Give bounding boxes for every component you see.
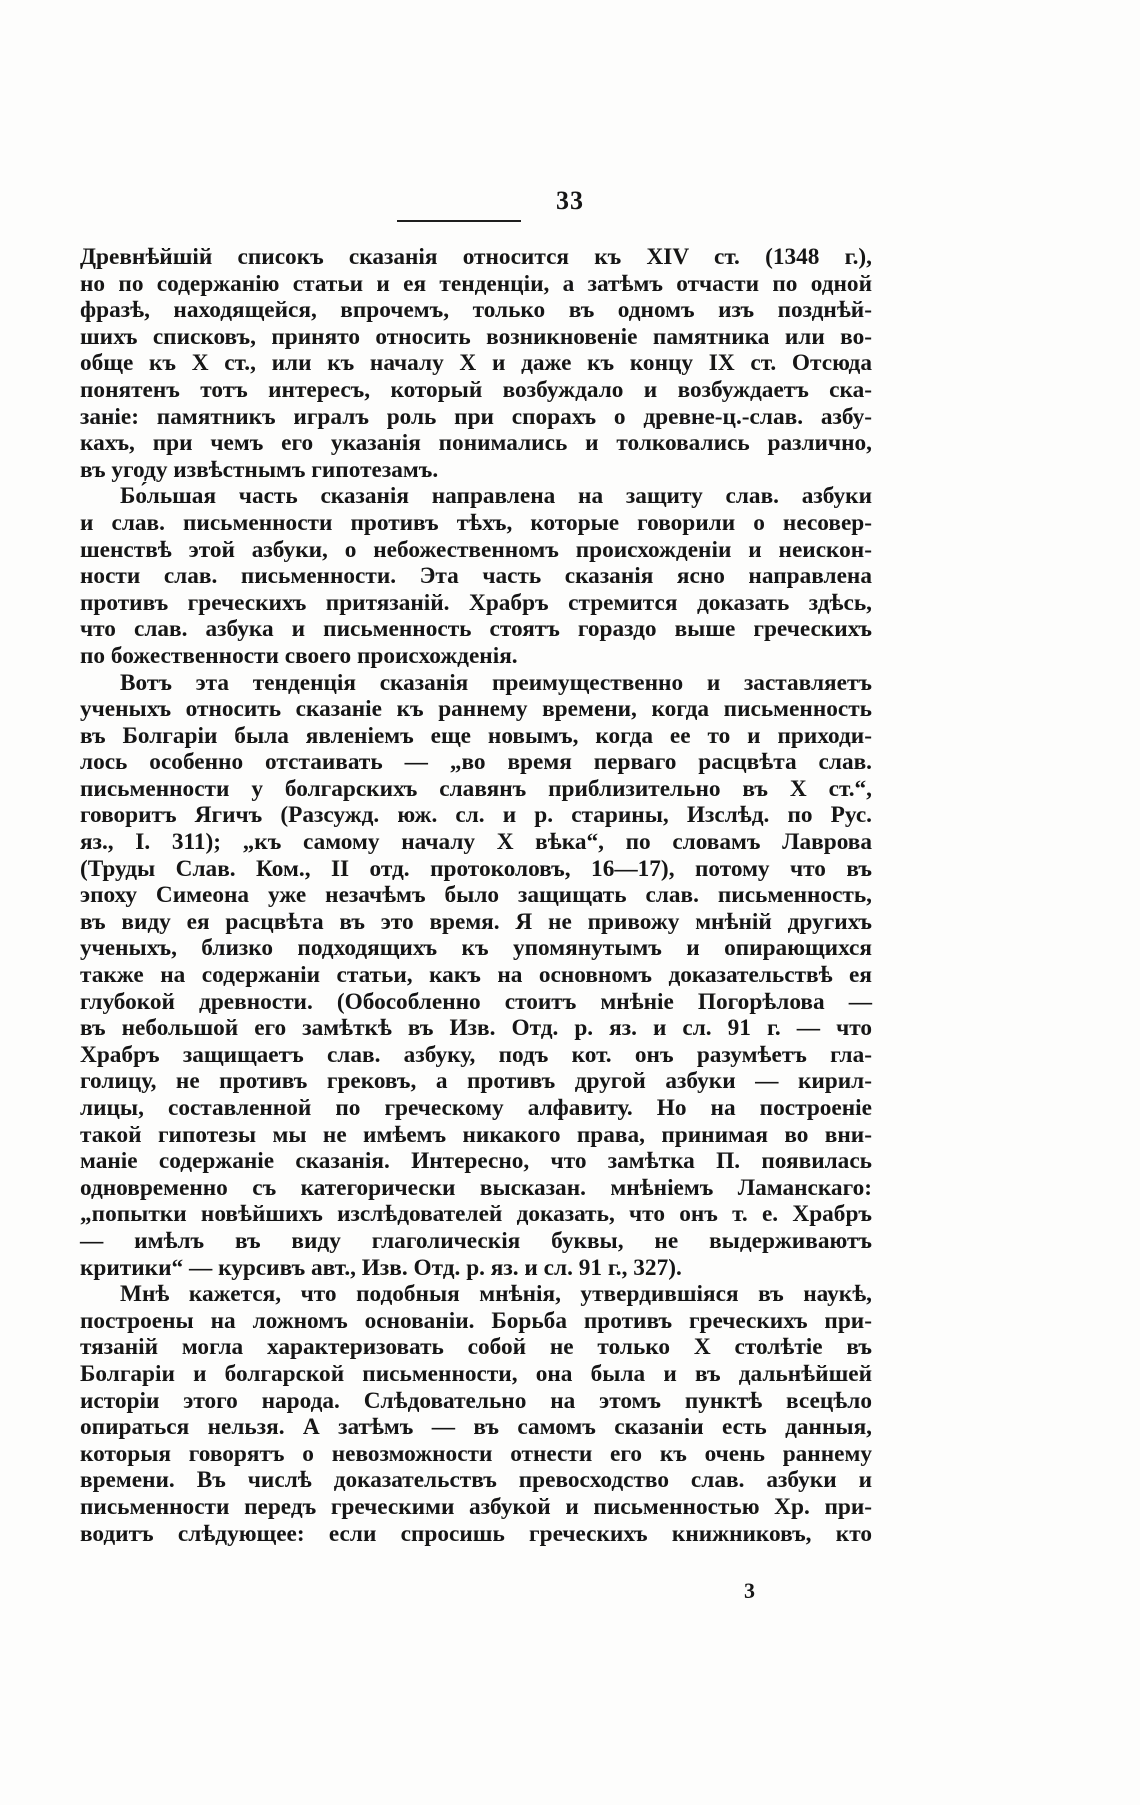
body-text: [80, 244, 872, 1547]
paragraph-4: [80, 1281, 872, 1547]
text-line: шихъ списковъ, принято относить возникновеніе памятника или во-: [80, 323, 872, 350]
text-line: „попытки новѣйшихъ изслѣдователей доказать, что онъ т. е. Храбръ: [80, 1201, 872, 1228]
text-line: яз., I. 311); „къ самому началу X вѣка“, по словамъ Лаврова: [80, 829, 872, 856]
text-line: эпоху Симеона уже незачѣмъ было защищать слав. письменность,: [80, 882, 872, 909]
text-line: построены на ложномъ основаніи. Борьба противъ греческихъ при-: [80, 1307, 872, 1334]
text-line: также на содержаніи статьи, какъ на основномъ доказательствѣ ея: [80, 962, 872, 989]
text-line: опираться нельзя. А затѣмъ — въ самомъ сказаніи есть данныя,: [80, 1414, 872, 1441]
text-line: Болгаріи и болгарской письменности, она была и въ дальнѣйшей: [80, 1360, 872, 1387]
text-line: фразѣ, находящейся, впрочемъ, только въ одномъ изъ позднѣй-: [80, 297, 872, 324]
text-line: исторіи этого народа. Слѣдовательно на этомъ пунктѣ всецѣло: [80, 1387, 872, 1414]
text-line: Храбръ защищаетъ слав. азбуку, подъ кот. онъ разумѣетъ гла-: [80, 1041, 872, 1068]
text-line: лицы, составленной по греческому алфавиту. Но на построеніе: [80, 1095, 872, 1121]
text-line: голицу, не противъ грековъ, а противъ другой азбуки — кирил-: [80, 1068, 872, 1095]
text-line: лось особенно отстаивать — „во время перваго расцвѣта слав.: [80, 749, 872, 776]
text-line: и слав. письменности противъ тѣхъ, которые говорили о несовер-: [80, 509, 872, 536]
text-line: шенствѣ этой азбуки, о небожественномъ происхожденіи и неискон-: [80, 536, 872, 563]
text-line: письменности передъ греческими азбукой и письменностью Хр. при-: [80, 1493, 872, 1520]
text-line: въ Болгаріи была явленіемъ еще новымъ, когда ее то и приходи-: [80, 722, 872, 749]
text-line: въ небольшой его замѣткѣ въ Изв. Отд. р. яз. и сл. 91 г. — что: [80, 1015, 872, 1042]
text-line: глубокой древности. (Обособленно стоитъ мнѣніе Погорѣлова —: [80, 988, 872, 1015]
text-line: обще къ X ст., или къ началу X и даже къ концу IX ст. Отсюда: [80, 350, 872, 377]
signature-mark: 3: [744, 1578, 755, 1603]
text-line: водитъ слѣдующее: если спросишь греческихъ книжниковъ, кто: [80, 1520, 872, 1547]
text-line: одновременно съ категорически высказан. мнѣніемъ Ламанскаго:: [80, 1174, 872, 1201]
text-line: понятенъ тотъ интересъ, который возбуждало и возбуждаетъ ска-: [80, 376, 872, 403]
text-line: Мнѣ кажется, что подобныя мнѣнія, утвердившіяся въ наукѣ,: [120, 1281, 872, 1308]
text-line: заніе: памятникъ игралъ роль при спорахъ о древне-ц.-слав. азбу-: [80, 403, 872, 430]
text-line: ученыхъ, близко подходящихъ къ упомянутымъ и опирающихся: [80, 935, 872, 962]
text-line: Вотъ эта тенденція сказанія преимущественно и заставляетъ: [120, 669, 872, 696]
text-line: противъ греческихъ притязаній. Храбръ стремится доказать здѣсь,: [80, 589, 872, 616]
text-line: критики“ — курсивъ авт., Изв. Отд. р. яз. и сл. 91 г., 327).: [80, 1254, 682, 1281]
text-line: маніе содержаніе сказанія. Интересно, что замѣтка П. появилась: [80, 1148, 872, 1175]
paragraph-3: [80, 670, 872, 1282]
header-rule: [397, 220, 521, 222]
text-line: кахъ, при чемъ его указанія понимались и толковались различно,: [80, 430, 872, 457]
text-line: Древнѣйшій списокъ сказанія относится къ XIV ст. (1348 г.),: [80, 244, 872, 270]
text-line: ности слав. письменности. Эта часть сказанія ясно направлена: [80, 563, 872, 590]
text-line: въ угоду извѣстнымъ гипотезамъ.: [80, 456, 439, 483]
text-line: такой гипотезы мы не имѣемъ никакого права, принимая во вни-: [80, 1121, 872, 1148]
paragraph-1: [80, 244, 872, 483]
text-line: письменности у болгарскихъ славянъ приблизительно въ X ст.“,: [80, 775, 872, 802]
page-number: 33: [556, 186, 584, 215]
text-line: но по содержанію статьи и ея тенденціи, а затѣмъ отчасти по одной: [80, 270, 872, 297]
text-line: которыя говорятъ о невозможности отнести его къ очень раннему: [80, 1440, 872, 1467]
text-line: въ виду ея расцвѣта въ это время. Я не привожу мнѣній другихъ: [80, 908, 872, 935]
paragraph-2: [80, 483, 872, 669]
text-line: — имѣлъ въ виду глаголическія буквы, не выдерживаютъ: [80, 1227, 872, 1254]
text-line: (Труды Слав. Ком., II отд. протоколовъ, 16—17), потому что въ: [80, 855, 872, 882]
text-line: говоритъ Ягичъ (Разсужд. юж. сл. и р. старины, Изслѣд. по Рус.: [80, 802, 872, 829]
text-line: ученыхъ относить сказаніе къ раннему времени, когда письменность: [80, 696, 872, 723]
text-line: времени. Въ числѣ доказательствъ превосходство слав. азбуки и: [80, 1467, 872, 1494]
text-line: по божественности своего происхожденія.: [80, 642, 518, 669]
text-line: тязаній могла характеризовать собой не только X столѣтіе въ: [80, 1334, 872, 1361]
text-line: что слав. азбука и письменность стоятъ гораздо выше греческихъ: [80, 616, 872, 643]
text-line: Бо́льшая часть сказанія направлена на защиту слав. азбуки: [120, 483, 872, 510]
